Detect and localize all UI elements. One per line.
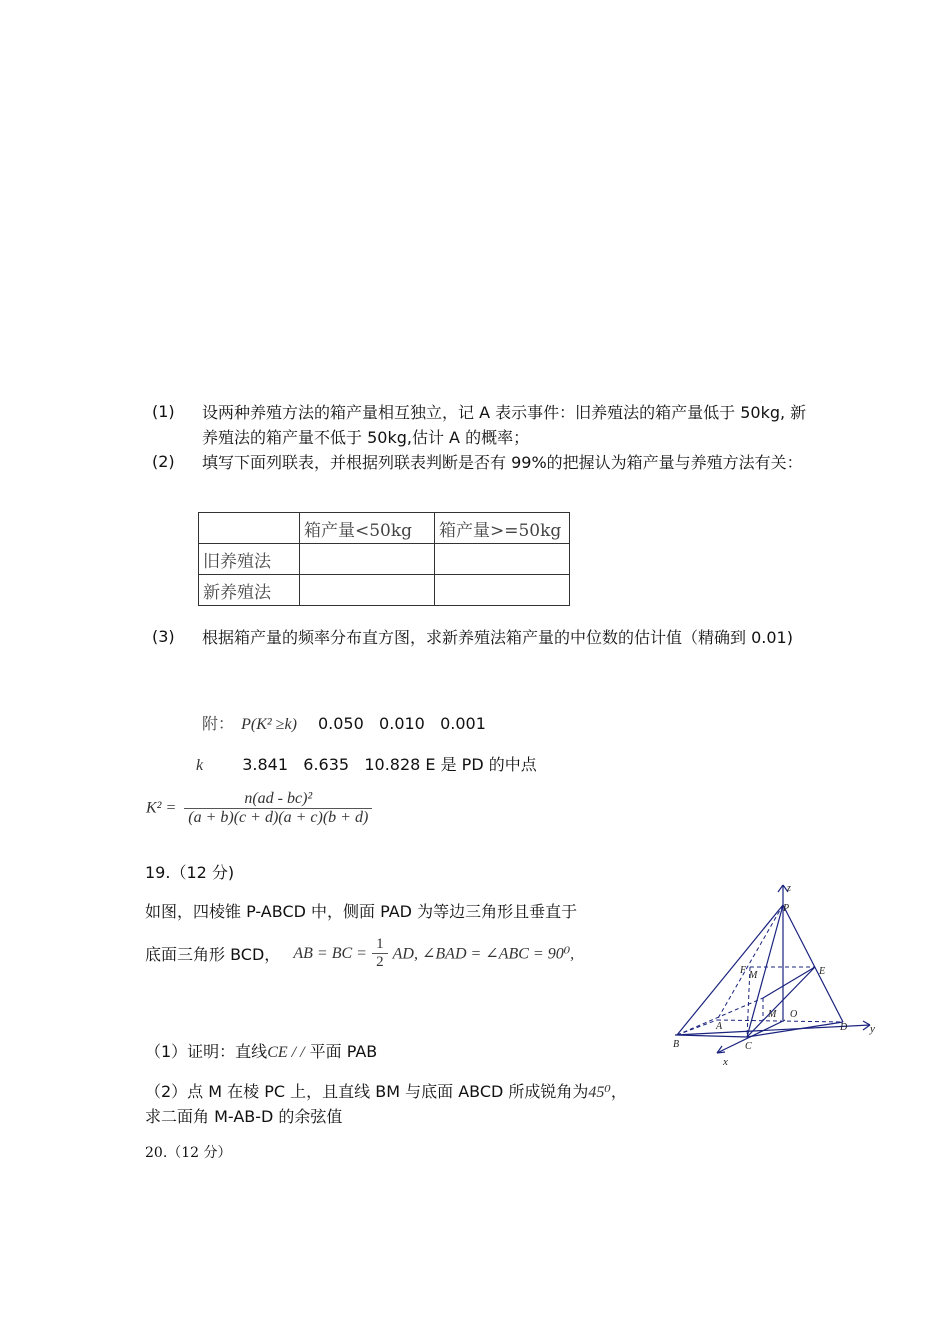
- q20-header: 20.（12 分）: [145, 1145, 232, 1161]
- half-denominator: 2: [376, 954, 384, 970]
- label-C: C: [745, 1041, 752, 1052]
- table-row: [199, 575, 570, 606]
- part-1-text: 设两种养殖方法的箱产量相互独立，记 A 表示事件：旧养殖法的箱产量低于 50kg, 新养殖法的箱产量不低于 50kg,估计 A 的概率；: [202, 403, 807, 447]
- q19-part1: [145, 1039, 377, 1062]
- table-row: [199, 513, 570, 544]
- q19-part1-text: （1）证明：直线: [145, 1042, 268, 1061]
- table-cell: [300, 544, 435, 575]
- label-x: x: [723, 1056, 728, 1068]
- q19-cond-lhs: AB = BC =: [293, 944, 367, 962]
- label-B: B: [673, 1039, 680, 1050]
- q19-line2: [145, 936, 574, 971]
- k-squared-formula: [146, 790, 372, 827]
- table-cell-empty: [199, 513, 300, 544]
- part-3-number: (3): [152, 627, 175, 646]
- q19-header: 19.（12 分): [145, 863, 235, 882]
- label-z: z: [787, 883, 791, 894]
- z-arrow: [778, 885, 783, 892]
- q19-part2a: [145, 1079, 627, 1102]
- part-3-text: 根据箱产量的频率分布直方图，求新养殖法箱产量的中位数的估计值（精确到 0.01): [202, 628, 793, 647]
- y-arrow: [863, 1021, 870, 1025]
- table-header-lt50: 箱产量<50kg: [300, 513, 435, 544]
- label-M-lower: M: [768, 1009, 777, 1020]
- label-O: O: [790, 1009, 798, 1020]
- table-cell: [435, 544, 570, 575]
- appendix-k-values: 3.841 6.635 10.828 E 是 PD 的中点: [242, 755, 537, 774]
- q19-part1-math: CE / /: [267, 1044, 305, 1061]
- appendix-label: 附：: [202, 714, 235, 733]
- table-row-label-new: 新养殖法: [199, 575, 300, 606]
- q19-half-fraction: [372, 936, 388, 971]
- part-2-number: (2): [152, 452, 175, 471]
- part-1-number: (1): [152, 402, 175, 421]
- formula-fraction: [184, 790, 372, 827]
- edge-AD: [717, 1020, 843, 1022]
- label-P: P: [783, 903, 790, 914]
- edge-CD: [747, 1022, 843, 1037]
- appendix-p-values: 0.050 0.010 0.001: [317, 714, 486, 733]
- q19-part2a-end: ，: [610, 1082, 627, 1101]
- contingency-table: [198, 512, 570, 606]
- label-M-upper: M: [749, 970, 758, 981]
- label-y: y: [870, 1023, 875, 1035]
- edge-PA: [717, 905, 783, 1020]
- table-cell: [300, 575, 435, 606]
- label-A: A: [716, 1021, 723, 1032]
- formula-numerator: n(ad - bc)²: [184, 790, 372, 809]
- q19-part2b: 求二面角 M-AB-D 的余弦值: [145, 1107, 343, 1126]
- formula-lhs: K² =: [146, 799, 177, 817]
- appendix-k-label: k: [196, 757, 204, 774]
- half-numerator: 1: [372, 936, 388, 954]
- label-F: F: [740, 965, 747, 976]
- label-E: E: [819, 966, 826, 977]
- edge-PD: [783, 905, 843, 1022]
- formula-denominator: (a + b)(c + d)(a + c)(b + d): [188, 809, 369, 826]
- label-D: D: [840, 1022, 848, 1033]
- appendix-k-row: [196, 752, 537, 775]
- table-header-ge50: 箱产量>=50kg: [435, 513, 570, 544]
- table-row-label-old: 旧养殖法: [199, 544, 300, 575]
- q19-part2a-text: （2）点 M 在棱 PC 上，且直线 BM 与底面 ABCD 所成锐角为: [145, 1082, 589, 1101]
- table-row: [199, 544, 570, 575]
- appendix-p-row: [202, 711, 486, 734]
- q19-line1: 如图，四棱锥 P-ABCD 中，侧面 PAD 为等边三角形且垂直于: [145, 902, 578, 921]
- q19-part2-angle: 45⁰: [588, 1084, 611, 1101]
- appendix-p-expr: P(K² ≥k): [241, 716, 297, 733]
- part-2-text: 填写下面列联表，并根据列联表判断是否有 99%的把握认为箱产量与养殖方法有关：: [202, 453, 803, 472]
- q19-line2-prefix: 底面三角形 BCD，: [145, 945, 281, 964]
- pyramid-figure: [665, 880, 890, 1070]
- q19-cond-rhs: AD, ∠BAD = ∠ABC = 90⁰,: [392, 945, 575, 963]
- q19-part1-end: 平面 PAB: [309, 1042, 378, 1061]
- edge-BC: [677, 1035, 747, 1037]
- table-cell: [435, 575, 570, 606]
